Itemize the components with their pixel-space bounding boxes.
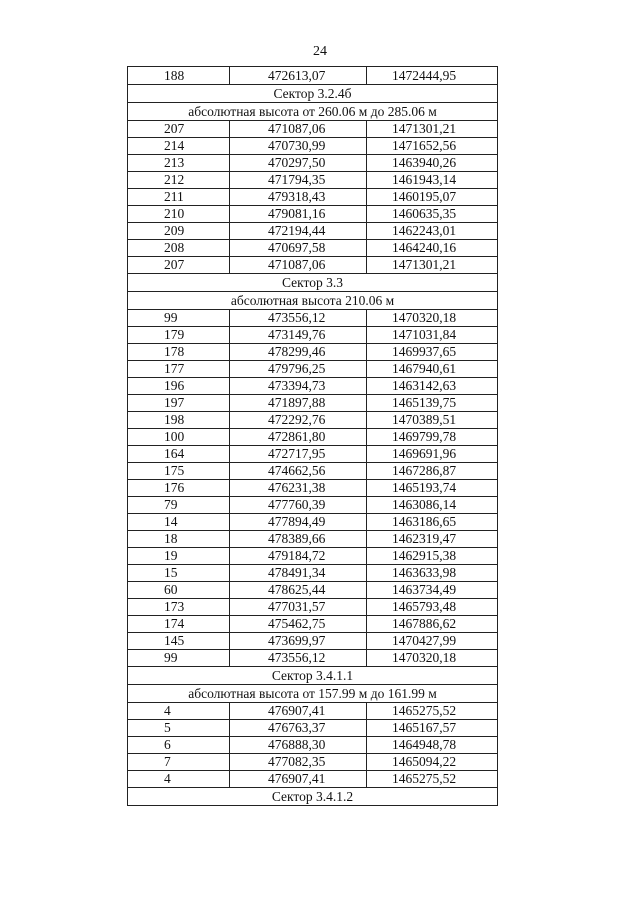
table-row bbox=[128, 361, 498, 378]
point-number-cell: 4 bbox=[128, 771, 230, 788]
sector-title-row bbox=[128, 85, 498, 103]
table-row bbox=[128, 189, 498, 206]
x-coordinate-cell: 479796,25 bbox=[230, 361, 367, 378]
sector-altitude-row bbox=[128, 685, 498, 703]
y-coordinate-cell: 1465094,22 bbox=[367, 754, 498, 771]
point-number-cell: 210 bbox=[128, 206, 230, 223]
point-number-cell: 178 bbox=[128, 344, 230, 361]
x-coordinate-cell: 477760,39 bbox=[230, 497, 367, 514]
table-row bbox=[128, 771, 498, 788]
y-coordinate-cell: 1471031,84 bbox=[367, 327, 498, 344]
point-number-cell: 207 bbox=[128, 257, 230, 274]
point-number-cell: 197 bbox=[128, 395, 230, 412]
y-coordinate-cell: 1470427,99 bbox=[367, 633, 498, 650]
point-number-cell: 212 bbox=[128, 172, 230, 189]
table-row bbox=[128, 378, 498, 395]
table-row bbox=[128, 650, 498, 667]
table-row bbox=[128, 548, 498, 565]
sector-altitude: абсолютная высота от 260.06 м до 285.06 м bbox=[128, 103, 498, 121]
y-coordinate-cell: 1463186,65 bbox=[367, 514, 498, 531]
table-row bbox=[128, 257, 498, 274]
point-number-cell: 177 bbox=[128, 361, 230, 378]
table-row bbox=[128, 412, 498, 429]
point-number-cell: 6 bbox=[128, 737, 230, 754]
page-number: 24 bbox=[313, 44, 327, 59]
sector-title: Сектор 3.4.1.1 bbox=[128, 667, 498, 685]
x-coordinate-cell: 471794,35 bbox=[230, 172, 367, 189]
y-coordinate-cell: 1462319,47 bbox=[367, 531, 498, 548]
table-row bbox=[128, 480, 498, 497]
sector-altitude: абсолютная высота 210.06 м bbox=[128, 292, 498, 310]
x-coordinate-cell: 476888,30 bbox=[230, 737, 367, 754]
x-coordinate-cell: 473556,12 bbox=[230, 310, 367, 327]
x-coordinate-cell: 478625,44 bbox=[230, 582, 367, 599]
y-coordinate-cell: 1471652,56 bbox=[367, 138, 498, 155]
x-coordinate-cell: 479184,72 bbox=[230, 548, 367, 565]
table-row bbox=[128, 223, 498, 240]
y-coordinate-cell: 1465275,52 bbox=[367, 771, 498, 788]
x-coordinate-cell: 477894,49 bbox=[230, 514, 367, 531]
table-row bbox=[128, 67, 498, 85]
x-coordinate-cell: 476907,41 bbox=[230, 703, 367, 720]
point-number-cell: 60 bbox=[128, 582, 230, 599]
sector-title-row bbox=[128, 274, 498, 292]
x-coordinate-cell: 470697,58 bbox=[230, 240, 367, 257]
point-number-cell: 14 bbox=[128, 514, 230, 531]
x-coordinate-cell: 470730,99 bbox=[230, 138, 367, 155]
x-coordinate-cell: 477082,35 bbox=[230, 754, 367, 771]
x-coordinate-cell: 471897,88 bbox=[230, 395, 367, 412]
table-row bbox=[128, 121, 498, 138]
x-coordinate-cell: 478491,34 bbox=[230, 565, 367, 582]
sector-title-row bbox=[128, 788, 498, 806]
point-number-cell: 175 bbox=[128, 463, 230, 480]
x-coordinate-cell: 472292,76 bbox=[230, 412, 367, 429]
x-coordinate-cell: 473556,12 bbox=[230, 650, 367, 667]
point-number-cell: 196 bbox=[128, 378, 230, 395]
y-coordinate-cell: 1470320,18 bbox=[367, 310, 498, 327]
point-number-cell: 213 bbox=[128, 155, 230, 172]
table-row bbox=[128, 720, 498, 737]
y-coordinate-cell: 1471301,21 bbox=[367, 257, 498, 274]
x-coordinate-cell: 476763,37 bbox=[230, 720, 367, 737]
point-number-cell: 99 bbox=[128, 310, 230, 327]
point-number-cell: 198 bbox=[128, 412, 230, 429]
point-number-cell: 7 bbox=[128, 754, 230, 771]
y-coordinate-cell: 1465793,48 bbox=[367, 599, 498, 616]
point-number-cell: 173 bbox=[128, 599, 230, 616]
y-coordinate-cell: 1463734,49 bbox=[367, 582, 498, 599]
x-coordinate-cell: 473394,73 bbox=[230, 378, 367, 395]
y-coordinate-cell: 1463940,26 bbox=[367, 155, 498, 172]
table-row bbox=[128, 565, 498, 582]
table-row bbox=[128, 138, 498, 155]
table-row bbox=[128, 497, 498, 514]
point-number-cell: 99 bbox=[128, 650, 230, 667]
point-number-cell: 174 bbox=[128, 616, 230, 633]
x-coordinate-cell: 476907,41 bbox=[230, 771, 367, 788]
table-row bbox=[128, 737, 498, 754]
point-number-cell: 209 bbox=[128, 223, 230, 240]
table-row bbox=[128, 344, 498, 361]
x-coordinate-cell: 470297,50 bbox=[230, 155, 367, 172]
sector-altitude-row bbox=[128, 103, 498, 121]
point-number-cell: 207 bbox=[128, 121, 230, 138]
point-number-cell: 5 bbox=[128, 720, 230, 737]
x-coordinate-cell: 475462,75 bbox=[230, 616, 367, 633]
x-coordinate-cell: 471087,06 bbox=[230, 257, 367, 274]
y-coordinate-cell: 1461943,14 bbox=[367, 172, 498, 189]
coordinates-table bbox=[127, 66, 498, 806]
sector-title: Сектор 3.3 bbox=[128, 274, 498, 292]
table-row bbox=[128, 240, 498, 257]
table-row bbox=[128, 155, 498, 172]
y-coordinate-cell: 1463142,63 bbox=[367, 378, 498, 395]
point-number-cell: 15 bbox=[128, 565, 230, 582]
table-row bbox=[128, 206, 498, 223]
table-row bbox=[128, 633, 498, 650]
x-coordinate-cell: 472613,07 bbox=[230, 67, 367, 85]
point-number-cell: 164 bbox=[128, 446, 230, 463]
y-coordinate-cell: 1460195,07 bbox=[367, 189, 498, 206]
y-coordinate-cell: 1469799,78 bbox=[367, 429, 498, 446]
y-coordinate-cell: 1467886,62 bbox=[367, 616, 498, 633]
y-coordinate-cell: 1471301,21 bbox=[367, 121, 498, 138]
coordinates-table-body bbox=[128, 67, 498, 806]
table-row bbox=[128, 327, 498, 344]
x-coordinate-cell: 472861,80 bbox=[230, 429, 367, 446]
y-coordinate-cell: 1467286,87 bbox=[367, 463, 498, 480]
x-coordinate-cell: 474662,56 bbox=[230, 463, 367, 480]
point-number-cell: 176 bbox=[128, 480, 230, 497]
x-coordinate-cell: 478389,66 bbox=[230, 531, 367, 548]
point-number-cell: 208 bbox=[128, 240, 230, 257]
y-coordinate-cell: 1465167,57 bbox=[367, 720, 498, 737]
y-coordinate-cell: 1469691,96 bbox=[367, 446, 498, 463]
table-row bbox=[128, 582, 498, 599]
x-coordinate-cell: 472194,44 bbox=[230, 223, 367, 240]
point-number-cell: 214 bbox=[128, 138, 230, 155]
point-number-cell: 145 bbox=[128, 633, 230, 650]
x-coordinate-cell: 471087,06 bbox=[230, 121, 367, 138]
y-coordinate-cell: 1472444,95 bbox=[367, 67, 498, 85]
y-coordinate-cell: 1469937,65 bbox=[367, 344, 498, 361]
y-coordinate-cell: 1464948,78 bbox=[367, 737, 498, 754]
table-row bbox=[128, 172, 498, 189]
x-coordinate-cell: 477031,57 bbox=[230, 599, 367, 616]
table-row bbox=[128, 310, 498, 327]
table-row bbox=[128, 703, 498, 720]
table-row bbox=[128, 514, 498, 531]
point-number-cell: 18 bbox=[128, 531, 230, 548]
y-coordinate-cell: 1470320,18 bbox=[367, 650, 498, 667]
y-coordinate-cell: 1462243,01 bbox=[367, 223, 498, 240]
table-row bbox=[128, 446, 498, 463]
point-number-cell: 19 bbox=[128, 548, 230, 565]
y-coordinate-cell: 1465139,75 bbox=[367, 395, 498, 412]
y-coordinate-cell: 1465193,74 bbox=[367, 480, 498, 497]
x-coordinate-cell: 476231,38 bbox=[230, 480, 367, 497]
point-number-cell: 100 bbox=[128, 429, 230, 446]
x-coordinate-cell: 479318,43 bbox=[230, 189, 367, 206]
x-coordinate-cell: 472717,95 bbox=[230, 446, 367, 463]
y-coordinate-cell: 1463633,98 bbox=[367, 565, 498, 582]
table-row bbox=[128, 429, 498, 446]
y-coordinate-cell: 1470389,51 bbox=[367, 412, 498, 429]
sector-title: Сектор 3.2.4б bbox=[128, 85, 498, 103]
x-coordinate-cell: 479081,16 bbox=[230, 206, 367, 223]
sector-title-row bbox=[128, 667, 498, 685]
y-coordinate-cell: 1465275,52 bbox=[367, 703, 498, 720]
x-coordinate-cell: 478299,46 bbox=[230, 344, 367, 361]
table-row bbox=[128, 599, 498, 616]
y-coordinate-cell: 1464240,16 bbox=[367, 240, 498, 257]
point-number-cell: 4 bbox=[128, 703, 230, 720]
sector-altitude: абсолютная высота от 157.99 м до 161.99 м bbox=[128, 685, 498, 703]
point-number-cell: 79 bbox=[128, 497, 230, 514]
table-row bbox=[128, 616, 498, 633]
y-coordinate-cell: 1462915,38 bbox=[367, 548, 498, 565]
table-row bbox=[128, 463, 498, 480]
table-row bbox=[128, 395, 498, 412]
x-coordinate-cell: 473699,97 bbox=[230, 633, 367, 650]
point-number-cell: 188 bbox=[128, 67, 230, 85]
point-number-cell: 179 bbox=[128, 327, 230, 344]
sector-altitude-row bbox=[128, 292, 498, 310]
x-coordinate-cell: 473149,76 bbox=[230, 327, 367, 344]
table-row bbox=[128, 754, 498, 771]
y-coordinate-cell: 1463086,14 bbox=[367, 497, 498, 514]
sector-title: Сектор 3.4.1.2 bbox=[128, 788, 498, 806]
y-coordinate-cell: 1467940,61 bbox=[367, 361, 498, 378]
table-row bbox=[128, 531, 498, 548]
y-coordinate-cell: 1460635,35 bbox=[367, 206, 498, 223]
point-number-cell: 211 bbox=[128, 189, 230, 206]
